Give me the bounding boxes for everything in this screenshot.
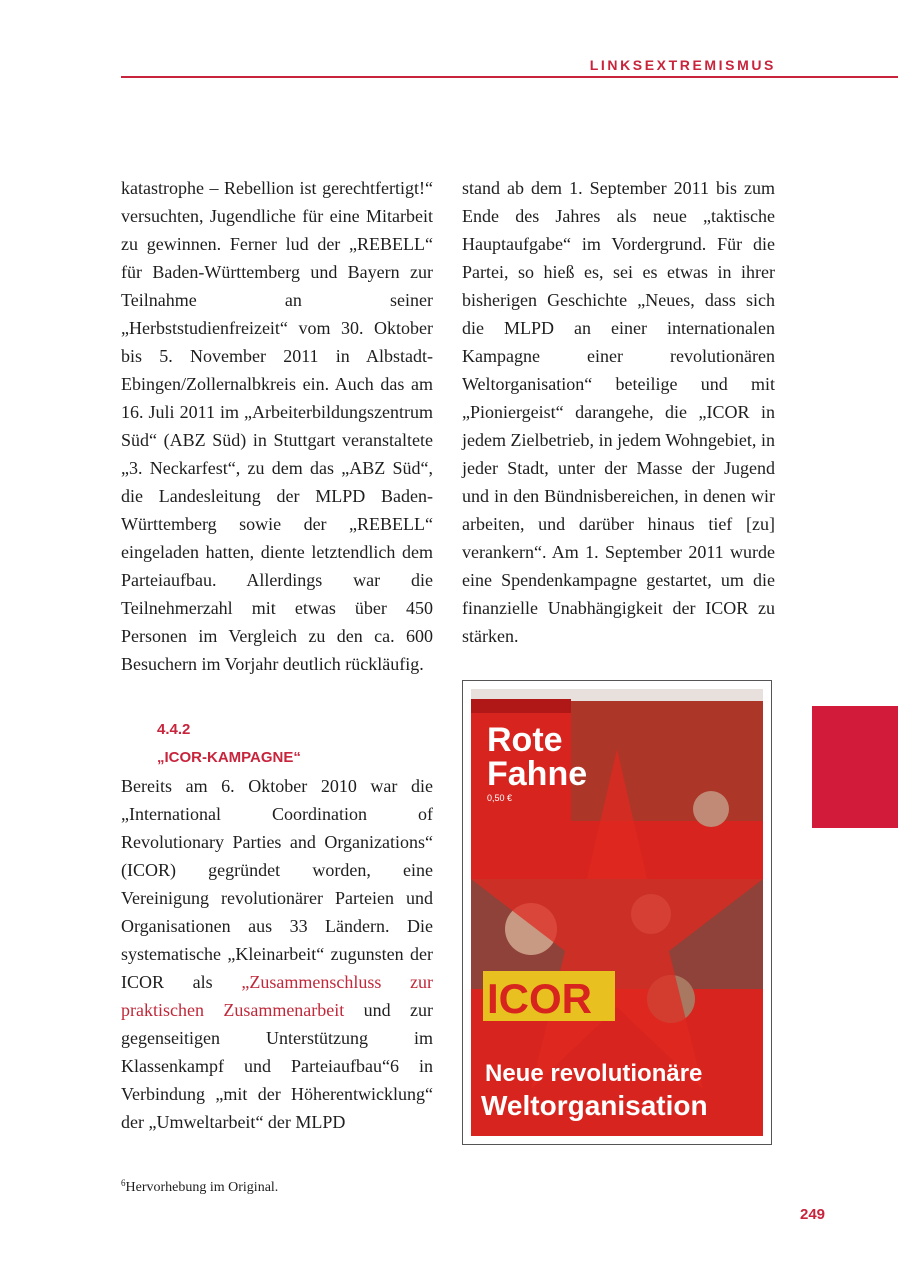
section-heading: [157, 716, 433, 772]
page-number: 249: [800, 1206, 826, 1223]
crowd-photo-top: [571, 701, 763, 821]
footnote-marker: 6: [121, 1178, 126, 1188]
newspaper-cover-image: [462, 680, 772, 1145]
left-paragraph-1: katastrophe – Rebellion ist gerechtfertigt!“ versuchten, Jugendliche für eine Mitarbeit zu gewinnen. Ferner lud der „REBELL“ für Baden-Württemberg und Bayern zur Teilnahme an seiner „Herbststudienfreizeit“ vom 30. Oktober bis 5. November 2011 in Albstadt-Ebingen/Zollernalbkreis ein. Auch das am 16. Juli 2011 im „Arbeiterbildungszentrum Süd“ (ABZ Süd) in Stuttgart veranstaltete „3. Neckarfest“, zu dem das „ABZ Süd“, die Landesleitung der MLPD Baden-Württemberg sowie der „REBELL“ eingeladen hatten, diente letztendlich dem Parteiaufbau. Allerdings war die Teilnehmerzahl mit etwas über 450 Personen im Vergleich zu den ca. 600 Besuchern im Vorjahr deutlich rückläufig.: [121, 178, 433, 674]
cover-price: 0,50 €: [487, 793, 513, 803]
highlighted-quote: „Zusammenschluss zur praktischen Zusammenarbeit: [121, 972, 433, 1020]
masthead-line-1: Rote: [487, 721, 563, 759]
cover-headline-line-2: Weltorganisation: [481, 1090, 708, 1121]
cover-tag: [471, 699, 571, 713]
footnote-text: Hervorhebung im Original.: [125, 1180, 279, 1195]
right-paragraph-1: stand ab dem 1. September 2011 bis zum Ende des Jahres als neue „taktische Hauptaufgabe“ im Vordergrund. Für die Partei, so hieß es, sei es etwas in ihrer bisherigen Geschichte „Neues, dass sich die MLPD an einer internationalen Kampagne einer revolutionären Weltorganisation“ beteilige und mit „Pioniergeist“ darangehe, die „ICOR in jedem Zielbetrieb, in jedem Wohngebiet, in jeder Stadt, unter der Masse der Jugend und in den Bündnisbereichen, in denen wir arbeiten, und darüber hinaus tief [zu] verankern“. Am 1. September 2011 wurde eine Spendenkampagne gestartet, um die finanzielle Unabhängigkeit der ICOR zu stärken.: [462, 178, 775, 646]
face: [693, 791, 729, 827]
cover-headline-line-1: Neue revolutionäre: [485, 1060, 703, 1087]
running-header: LINKSEXTREMISMUS: [589, 57, 776, 73]
section-title: „ICOR-KAMPAGNE“: [157, 749, 301, 766]
left-paragraph-2: [121, 772, 433, 1136]
cover-illustration: [471, 689, 763, 1136]
masthead-line-2: Fahne: [487, 755, 588, 793]
side-tab-marker: [812, 706, 898, 828]
right-column: [462, 174, 775, 650]
left-column: [121, 174, 433, 1136]
header-rule: [121, 76, 898, 78]
paragraph-text: und zur gegenseitigen Unterstützung im Klassenkampf und Parteiaufbau“6 in Verbindung „mit der Höherentwicklung“ der „Umweltarbeit“ der MLPD: [121, 1000, 433, 1132]
footnote: [121, 1178, 278, 1196]
icor-logo: ICOR: [487, 975, 592, 1022]
paragraph-text: Bereits am 6. Oktober 2010 war die „International Coordination of Revolutionary Parties and Organizations“ (ICOR) gegründet worden, eine Vereinigung revolutionärer Parteien und Organisationen aus 33 Ländern. Die systematische „Kleinarbeit“ zugunsten der ICOR als: [121, 776, 433, 992]
section-number: 4.4.2: [157, 721, 191, 738]
